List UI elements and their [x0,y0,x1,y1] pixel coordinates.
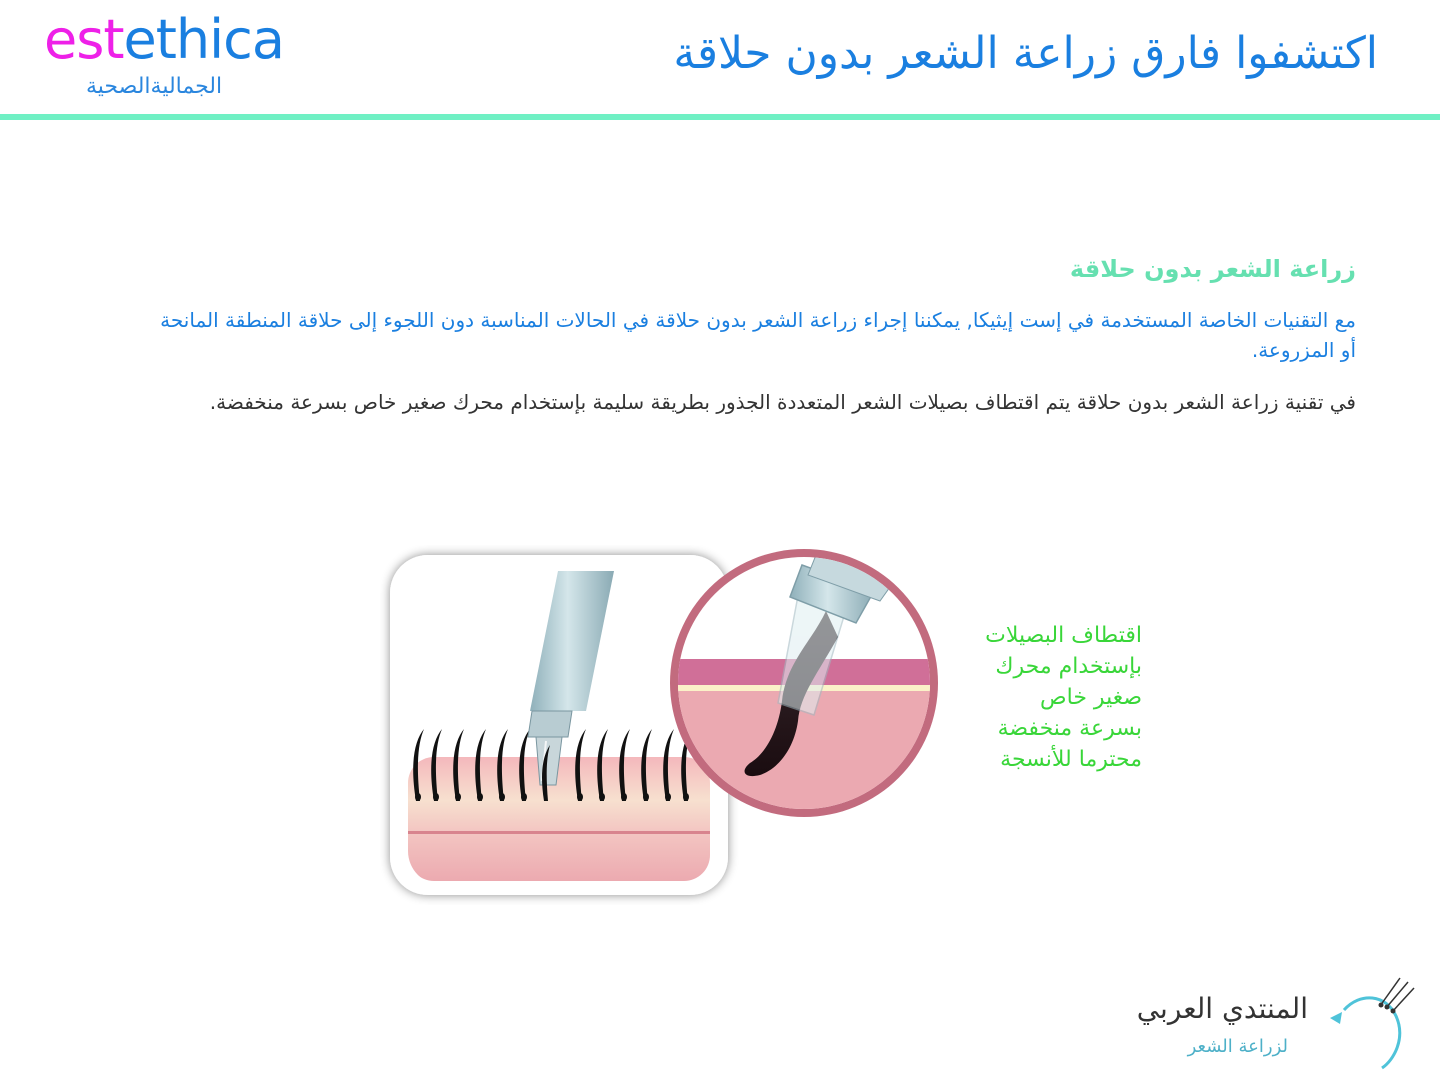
header-divider [0,114,1440,120]
estethica-logo[interactable] [44,8,304,99]
footer-logo-title: المنتدي العربي [1136,992,1308,1025]
intro-paragraph: مع التقنيات الخاصة المستخدمة في إست إيثيكا, يمكننا إجراء زراعة الشعر بدون حلاقة في الحالات المناسبة دون اللجوء إلى حلاقة المنطقة المانحة أو المزروعة. [160,308,1356,362]
logo-est-text: est [44,8,124,71]
page-title: اكتشفوا فارق زراعة الشعر بدون حلاقة [673,28,1378,79]
logo-wordmark [44,10,304,70]
illustration-caption [902,620,1142,775]
fue-illustration [380,545,960,905]
logo-tagline: الجماليةالصحية [86,74,223,99]
caption-line: محترما للأنسجة [1000,747,1142,772]
technique-paragraph: في تقنية زراعة الشعر بدون حلاقة يتم اقتطاف بصيلات الشعر المتعددة الجذور بطريقة سليمة بإستخدام محرك صغير خاص بسرعة منخفضة. [209,390,1356,414]
caption-line: بإستخدام محرك [995,654,1142,679]
arab-forum-logo[interactable] [1120,972,1420,1072]
logo-ethica-text: ethica [123,8,284,71]
article-content [156,255,1356,417]
caption-line: بسرعة منخفضة [997,716,1142,741]
section-heading: زراعة الشعر بدون حلاقة [1069,255,1356,283]
caption-line: اقتطاف البصيلات [985,623,1142,648]
extraction-diagram [380,545,960,905]
forum-emblem-icon [1320,972,1420,1072]
caption-line: صغير خاص [1040,685,1142,710]
footer-logo-subtitle: لزراعة الشعر [1187,1036,1288,1057]
